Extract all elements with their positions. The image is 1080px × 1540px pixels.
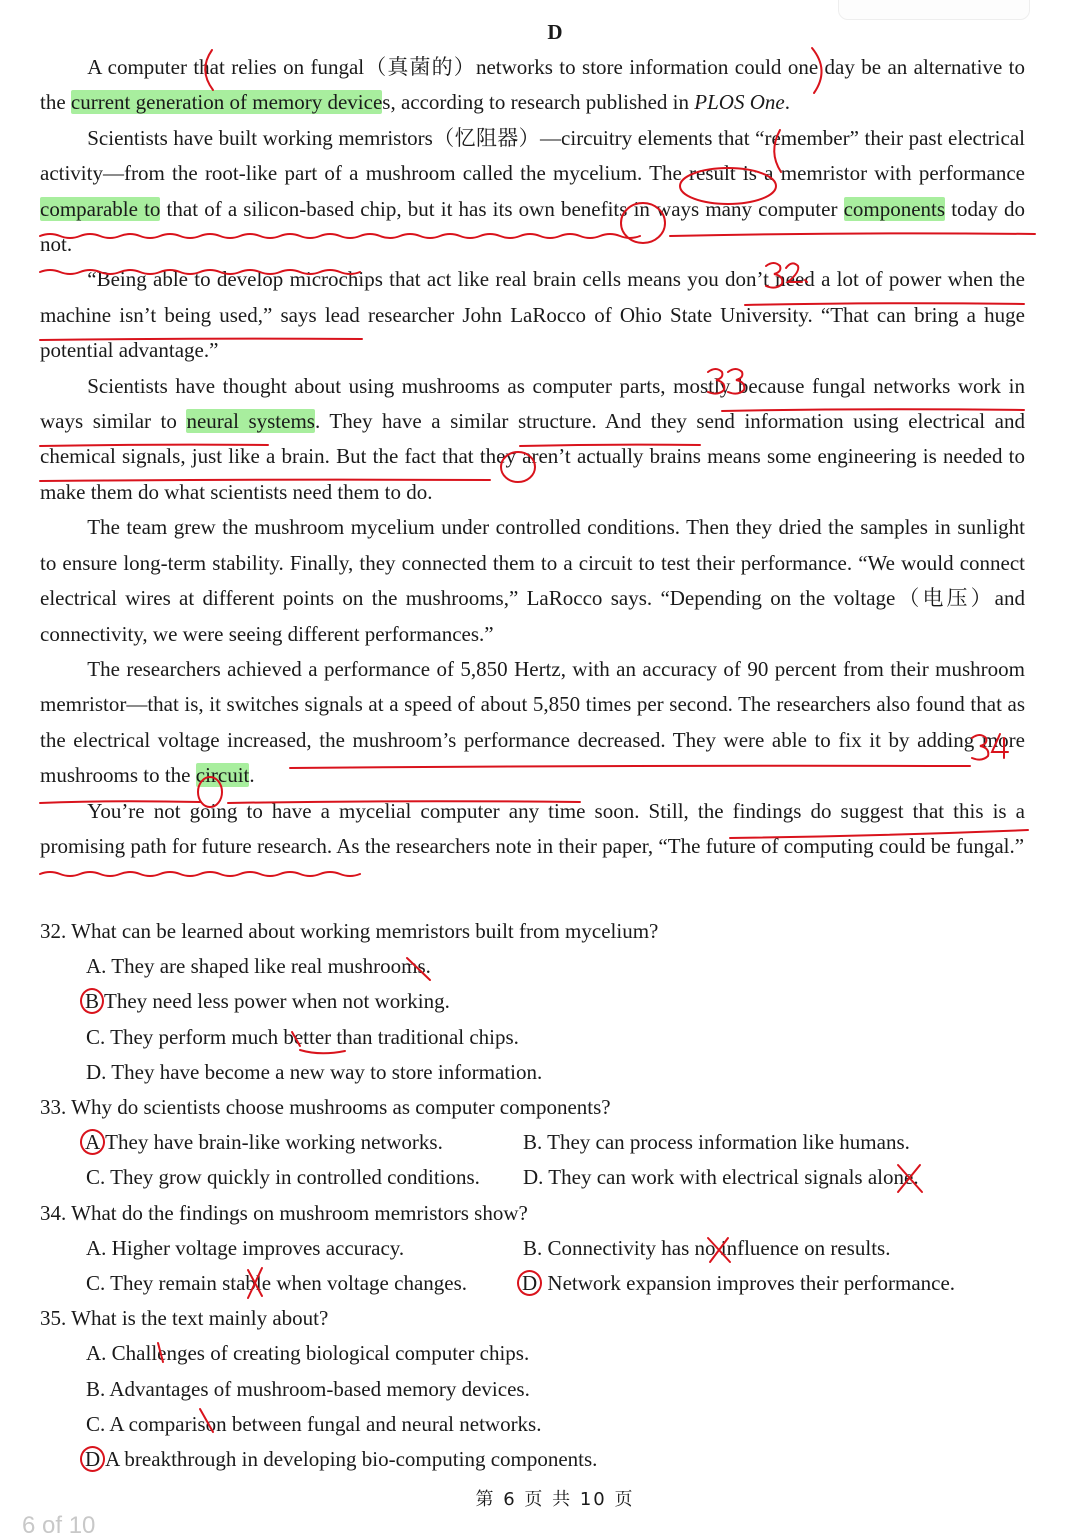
- paragraph-5: The team grew the mushroom mycelium under controlled conditions. Then they dried the samples in sunlight to ensure long-term stability. Finally, they connected them to a circuit to test their performance. “We would connect electrical wires at different points on the mushrooms,” LaRocco says. “Depending on the voltage（电压）and connectivity, we were seeing different performances.”: [40, 515, 1025, 646]
- journal-name: PLOS One: [694, 90, 785, 115]
- corner-tab: [838, 0, 1030, 20]
- highlight: circuit: [195, 763, 250, 788]
- answer-row: [40, 1231, 1025, 1266]
- answer-option: D Network expansion improves their performance.: [523, 1266, 955, 1301]
- question-list: [40, 914, 1025, 1477]
- section-heading: D: [547, 20, 563, 44]
- answer-option: C. They remain stable when voltage changes.: [86, 1271, 468, 1296]
- answer-option: A. Higher voltage improves accuracy.: [86, 1235, 405, 1260]
- answer-option: B. Advantages of mushroom-based memory devices.: [86, 1376, 530, 1401]
- question-35-stem: 35. What is the text mainly about?: [40, 1306, 329, 1331]
- chosen-answer-mark: A: [80, 1129, 105, 1155]
- answer-option: D. They have become a new way to store information.: [86, 1059, 543, 1084]
- chosen-answer-mark: D: [517, 1270, 542, 1296]
- chosen-answer-mark: D: [80, 1446, 105, 1472]
- page-counter: 6 of 10: [22, 1512, 96, 1539]
- paragraph-4: Scientists have thought about using mushrooms as computer parts, mostly because fungal networks work in ways similar to neural systems. They have a similar structure. And they send information using electrical and chemical signals, just like a brain. But the fact that they aren’t actually brains means some engineering is needed to make them do what scientists need them to do.: [40, 373, 1025, 504]
- paragraph-1: A computer that relies on fungal（真菌的）networks to store information could one day be an alternative to the current generation of memory devices, according to research published in PLOS One.: [40, 55, 1025, 115]
- answer-option: A They have brain-like working networks.: [86, 1125, 523, 1160]
- paragraph-2: Scientists have built working memristors（忆阻器）—circuitry elements that “remember” their past electrical activity—from the root-like part of a mushroom called the mycelium. The result is a memristor with performance comparable to that of a silicon-based chip, but it has its own benefits in ways many computer components today do not.: [40, 125, 1025, 257]
- answer-option: D. They can work with electrical signals alone.: [523, 1165, 919, 1190]
- page-footer: 第 6 页 共 10 页: [475, 1489, 635, 1510]
- answer-option: A. Challenges of creating biological computer chips.: [86, 1341, 530, 1366]
- paragraph-6: The researchers achieved a performance of 5,850 Hertz, with an accuracy of 90 percent from their mushroom memristor—that is, it switches signals at a speed of about 5,850 times per second. The researchers also found that as the electrical voltage increased, the mushroom’s performance decreased. They were able to fix it by adding more mushrooms to the circuit.: [40, 656, 1025, 788]
- highlight: neural systems: [186, 409, 315, 434]
- answer-row: [40, 1160, 1025, 1195]
- paragraph-3: “Being able to develop microchips that act like real brain cells means you don’t need a lot of power when the machine isn’t being used,” says lead researcher John LaRocco of Ohio State University. “That can bring a huge potential advantage.”: [40, 267, 1025, 363]
- answer-option: C. They grow quickly in controlled conditions.: [86, 1165, 480, 1190]
- answer-option: C. They perform much better than traditional chips.: [86, 1024, 519, 1049]
- question-34-stem: 34. What do the findings on mushroom memristors show?: [40, 1200, 528, 1225]
- answer-option: B They need less power when not working.: [40, 984, 1025, 1019]
- answer-option: C. A comparison between fungal and neural networks.: [86, 1411, 542, 1436]
- chosen-answer-mark: B: [80, 988, 104, 1014]
- highlight: current generation of memory device: [70, 90, 383, 115]
- answer-option: D A breakthrough in developing bio-computing components.: [40, 1442, 1025, 1477]
- question-33-stem: 33. Why do scientists choose mushrooms as computer components?: [40, 1095, 611, 1120]
- highlight: components: [843, 196, 946, 221]
- reading-passage: [40, 50, 1025, 864]
- answer-option: B. Connectivity has no influence on results.: [523, 1235, 891, 1260]
- paragraph-7: You’re not going to have a mycelial computer any time soon. Still, the findings do suggest that this is a promising path for future research. As the researchers note in their paper, “The future of computing could be fungal.”: [40, 798, 1025, 858]
- answer-option: B. They can process information like humans.: [523, 1130, 910, 1155]
- answer-option: A. They are shaped like real mushrooms.: [86, 954, 431, 979]
- question-32-stem: 32. What can be learned about working memristors built from mycelium?: [40, 919, 659, 943]
- wavy-underline: [40, 872, 360, 876]
- answer-row: [40, 1125, 1025, 1160]
- answer-row: [40, 1266, 1025, 1301]
- highlight: comparable to: [40, 196, 161, 221]
